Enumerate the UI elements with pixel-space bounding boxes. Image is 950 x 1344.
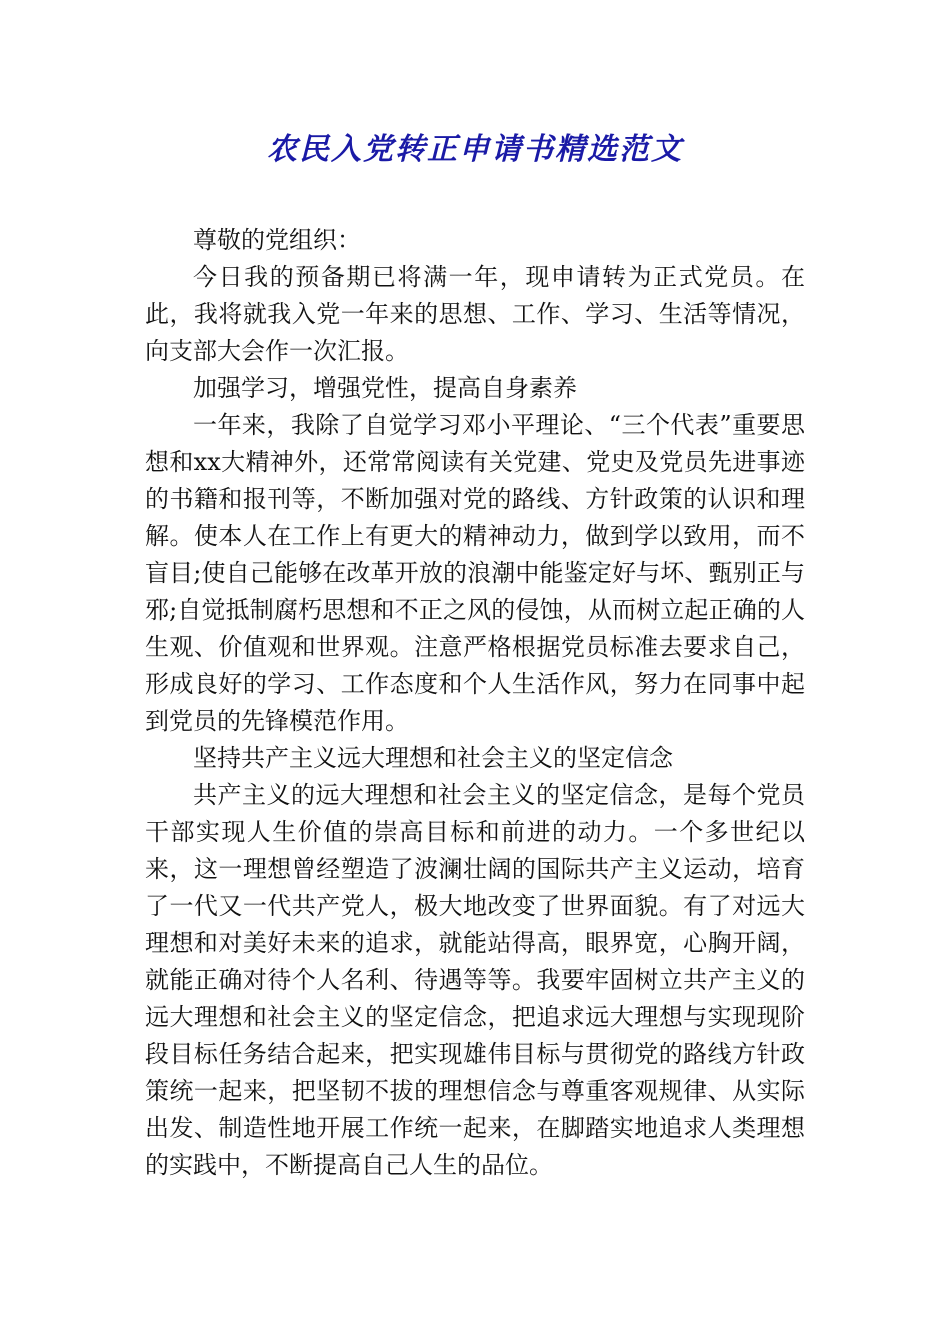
document-body [145, 222, 805, 1184]
salutation: 尊敬的党组织： [193, 226, 361, 254]
section-heading-study: 加强学习，增强党性，提高自身素养 [193, 374, 577, 402]
paragraph-intro: 今日我的预备期已将满一年，现申请转为正式党员。在此，我将就我入党一年来的思想、工作、学习、生活等情况，向支部大会作一次汇报。 [145, 263, 805, 365]
document-title: 农民入党转正申请书精选范文 [267, 132, 683, 167]
paragraph-study: 一年来，我除了自觉学习邓小平理论、“三个代表”重要思想和xx大精神外，还常常阅读有关党建、党史及党员先进事迹的书籍和报刊等，不断加强对党的路线、方针政策的认识和理解。使本人在工作上有更大的精神动力，做到学以致用，而不盲目;使自己能够在改革开放的浪潮中能鉴定好与坏、甄别正与邪;自觉抵制腐朽思想和不正之风的侵蚀，从而树立起正确的人生观、价值观和世界观。注意严格根据党员标准去要求自己，形成良好的学习、工作态度和个人生活作风，努力在同事中起到党员的先锋模范作用。 [145, 411, 805, 735]
section-heading-ideals: 坚持共产主义远大理想和社会主义的坚定信念 [193, 744, 673, 772]
paragraph-ideals: 共产主义的远大理想和社会主义的坚定信念，是每个党员干部实现人生价值的崇高目标和前进的动力。一个多世纪以来，这一理想曾经塑造了波澜壮阔的国际共产主义运动，培育了一代又一代共产党人，极大地改变了世界面貌。有了对远大理想和对美好未来的追求，就能站得高，眼界宽，心胸开阔，就能正确对待个人名利、待遇等等。我要牢固树立共产主义的远大理想和社会主义的坚定信念，把追求远大理想与实现现阶段目标任务结合起来，把实现雄伟目标与贯彻党的路线方针政策统一起来，把坚韧不拔的理想信念与尊重客观规律、从实际出发、制造性地开展工作统一起来，在脚踏实地追求人类理想的实践中，不断提高自己人生的品位。 [145, 781, 805, 1179]
